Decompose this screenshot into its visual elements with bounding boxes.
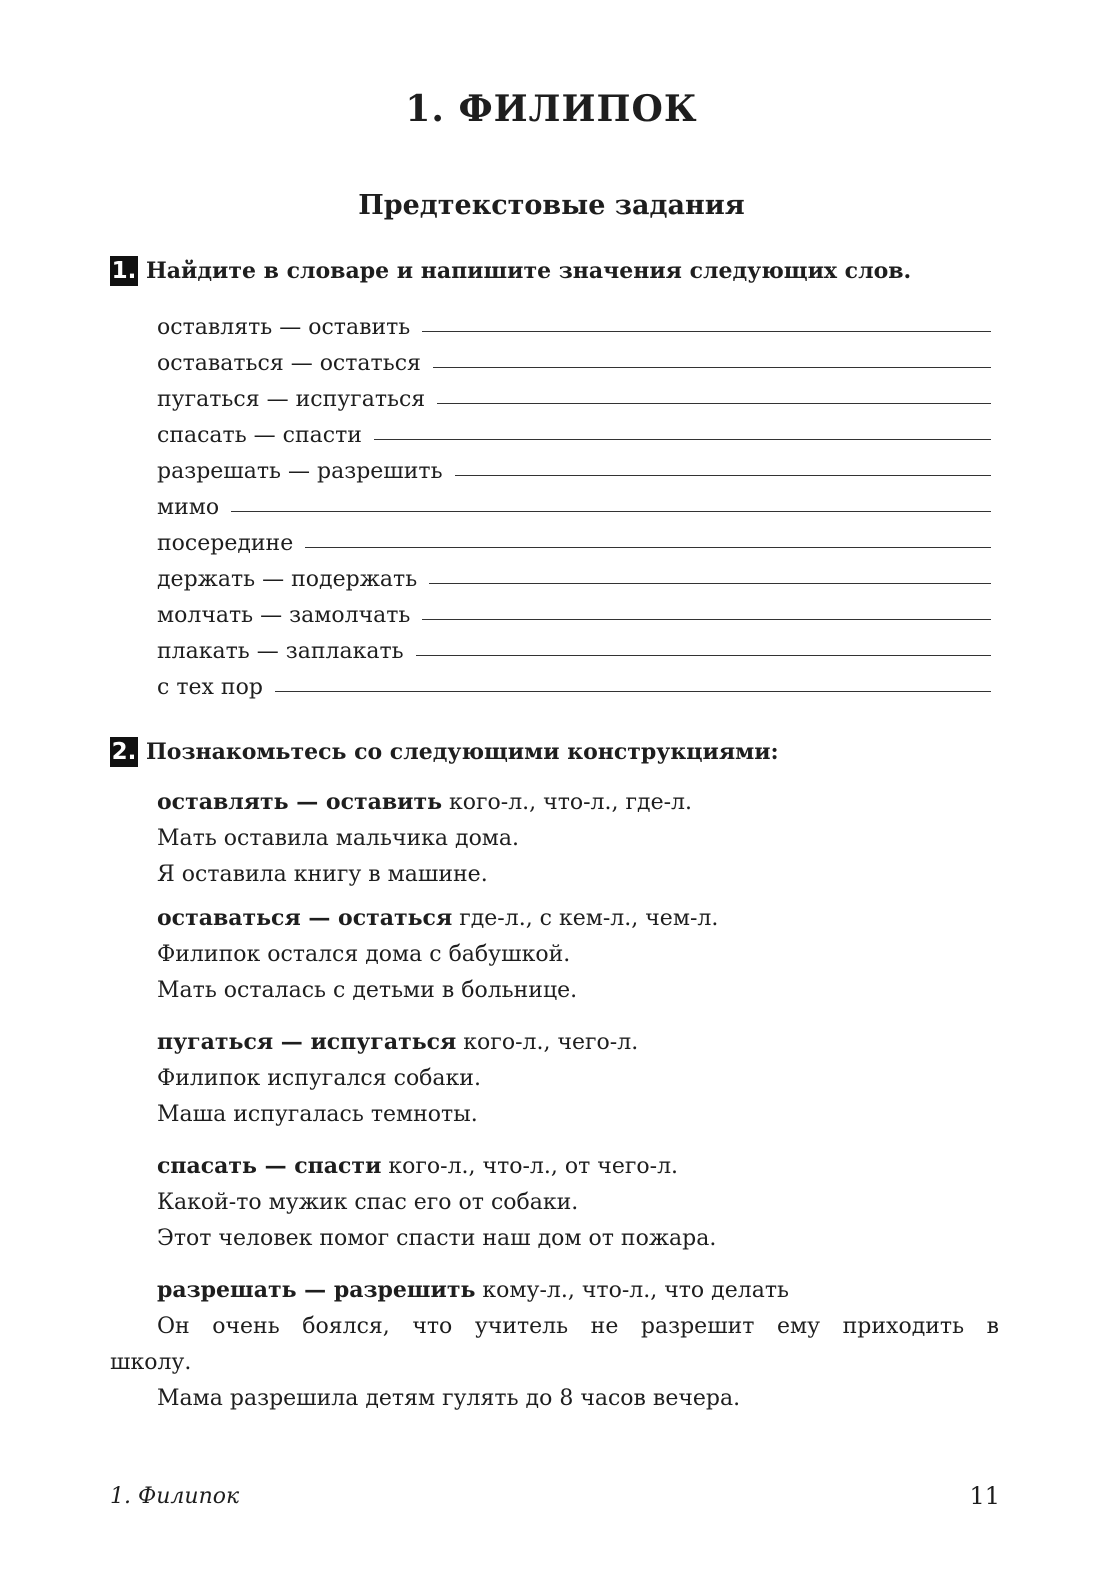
construction-block (157, 1148, 716, 1257)
construction-head (157, 1024, 638, 1061)
vocab-word: разрешать — разрешить (157, 459, 443, 484)
vocab-item (157, 592, 991, 628)
running-footer-chapter: 1. Филипок (110, 1484, 240, 1509)
example-sentence: Мать осталась с детьми в больнице. (157, 978, 578, 1003)
construction-verbs: спасать — спасти (157, 1153, 382, 1179)
answer-line[interactable] (429, 583, 991, 584)
answer-line[interactable] (275, 691, 991, 692)
task-2-number: 2. (111, 739, 137, 765)
task-2-heading (110, 737, 779, 767)
vocab-item (157, 520, 991, 556)
task-1-text: Найдите в словаре и напишите значения следующих слов. (146, 258, 912, 284)
construction-verbs: пугаться — испугаться (157, 1029, 457, 1055)
example-sentence: Мама разрешила детям гулять до 8 часов вечера. (157, 1386, 741, 1411)
vocab-word: держать — подержать (157, 567, 418, 592)
construction-government: кого-л., что-л., от чего-л. (381, 1154, 679, 1179)
vocab-word: пугаться — испугаться (157, 387, 426, 412)
example-sentence: Маша испугалась темноты. (157, 1102, 478, 1127)
answer-line[interactable] (455, 475, 991, 476)
vocab-list (157, 304, 991, 700)
answer-line[interactable] (422, 619, 991, 620)
construction-government: кого-л., чего-л. (456, 1030, 639, 1055)
example-sentence: Филипок остался дома с бабушкой. (157, 942, 571, 967)
construction-head (157, 784, 692, 821)
answer-line[interactable] (422, 331, 991, 332)
answer-line[interactable] (416, 655, 991, 656)
example-sentence: Филипок испугался собаки. (157, 1066, 481, 1091)
vocab-word: посередине (157, 531, 294, 556)
construction-verbs: оставаться — остаться (157, 905, 453, 931)
answer-line[interactable] (374, 439, 991, 440)
construction-head (157, 900, 718, 937)
vocab-word: молчать — замолчать (157, 603, 411, 628)
vocab-word: плакать — заплакать (157, 639, 404, 664)
construction-head (157, 1148, 716, 1185)
answer-line[interactable] (305, 547, 991, 548)
section-subtitle: Предтекстовые задания (358, 190, 745, 221)
task-2-text: Познакомьтесь со следующими конструкциями: (146, 739, 779, 765)
vocab-word: спасать — спасти (157, 423, 362, 448)
answer-line[interactable] (231, 511, 991, 512)
construction-government: где-л., с кем-л., чем-л. (452, 906, 719, 931)
vocab-item (157, 376, 991, 412)
example-sentence: Мать оставила мальчика дома. (157, 826, 520, 851)
vocab-item (157, 340, 991, 376)
example-sentence: Я оставила книгу в машине. (157, 862, 488, 887)
vocab-word: мимо (157, 495, 220, 520)
vocab-item (157, 484, 991, 520)
example-sentence: Этот человек помог спасти наш дом от пожара. (157, 1226, 717, 1251)
vocab-item (157, 448, 991, 484)
vocab-word: оставлять — оставить (157, 315, 411, 340)
vocab-item (157, 664, 991, 700)
vocab-item (157, 628, 991, 664)
vocab-word: с тех пор (157, 675, 263, 700)
page-number: 11 (969, 1482, 1000, 1510)
task-1-number: 1. (111, 258, 137, 284)
construction-verbs: разрешать — разрешить (157, 1277, 476, 1303)
task-1-heading (110, 256, 911, 286)
construction-block (157, 784, 692, 893)
answer-line[interactable] (437, 403, 991, 404)
page-title: 1. ФИЛИПОК (405, 88, 698, 130)
example-sentence-continuation: школу. (110, 1350, 192, 1375)
vocab-word: оставаться — остаться (157, 351, 421, 376)
construction-government: кому-л., что-л., что делать (475, 1278, 789, 1303)
example-sentence: Он очень боялся, что учитель не разрешит ему приходить в (157, 1314, 999, 1339)
answer-line[interactable] (433, 367, 991, 368)
vocab-item (157, 556, 991, 592)
vocab-item (157, 304, 991, 340)
construction-verbs: оставлять — оставить (157, 789, 443, 815)
vocab-item (157, 412, 991, 448)
construction-block (157, 900, 718, 1009)
construction-government: кого-л., что-л., где-л. (442, 790, 693, 815)
example-sentence: Какой-то мужик спас его от собаки. (157, 1190, 579, 1215)
construction-block (157, 1024, 638, 1133)
construction-block (110, 1272, 999, 1417)
construction-head (110, 1272, 999, 1309)
